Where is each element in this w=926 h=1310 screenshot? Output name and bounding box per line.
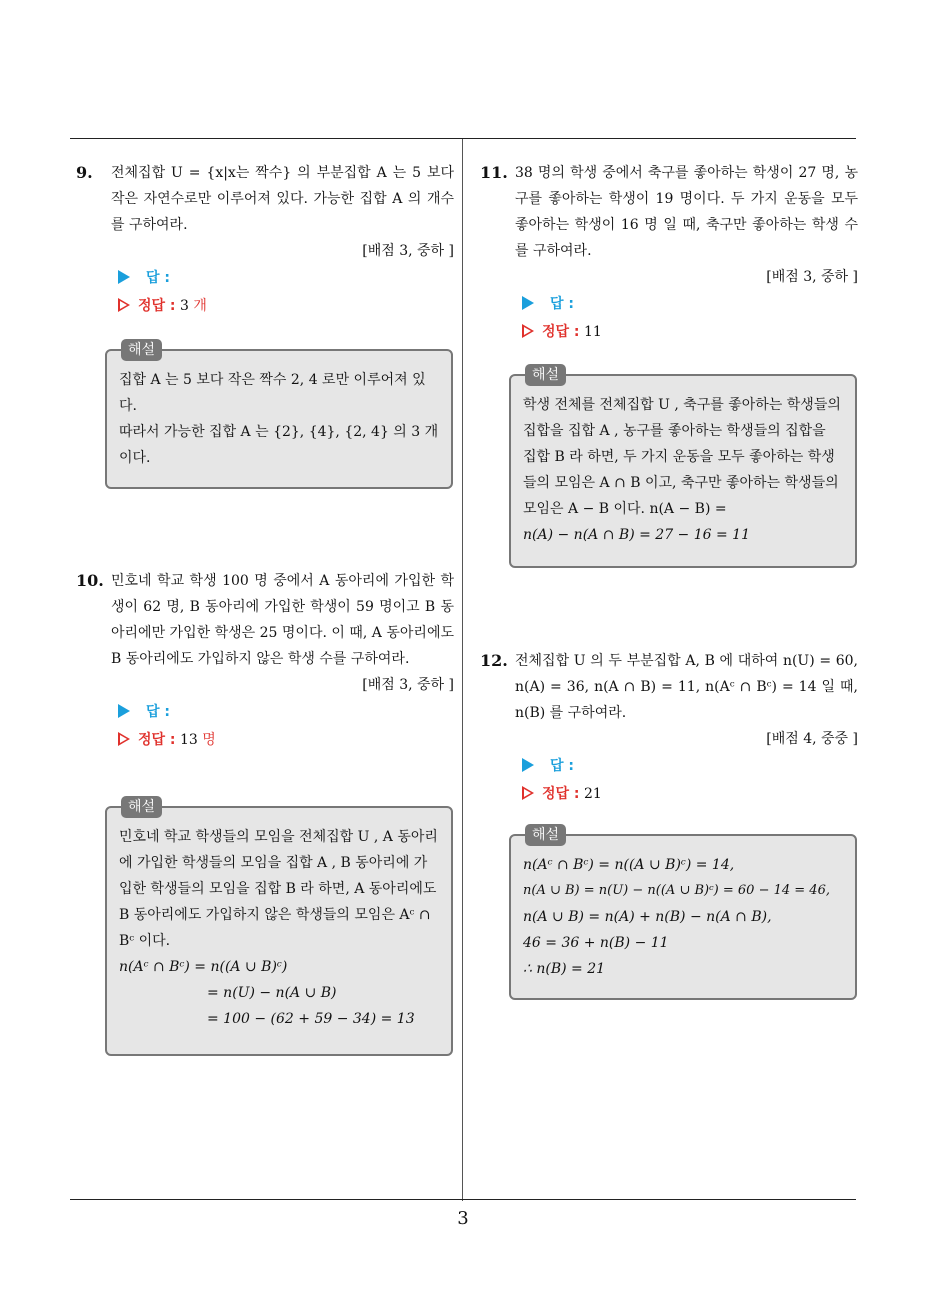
problem-9 (76, 160, 454, 320)
footer-rule (70, 1199, 856, 1200)
play-icon (522, 758, 534, 772)
solution-line: n(Aᶜ ∩ Bᶜ) = n((A ∪ B)ᶜ) = 14, (523, 857, 735, 873)
solution-tag: 해설 (121, 796, 162, 818)
problem-12 (480, 648, 858, 808)
page-number: 3 (457, 1208, 469, 1229)
solution-line: 따라서 가능한 집합 A 는 {2}, {4}, {2, 4} 의 3 개이다. (119, 424, 439, 466)
play-icon (118, 270, 130, 284)
correct-unit: 개 (193, 298, 207, 314)
problem-text: 38 명의 학생 중에서 축구를 좋아하는 학생이 27 명, 농구를 좋아하는 학생이 19 명이다. 두 가지 운동을 모두 좋아하는 학생이 16 명 일 때, 축구만 좋아하는 학생 수를 구하여라. (515, 165, 858, 259)
correct-value: 21 (583, 786, 602, 802)
correct-answer (522, 780, 858, 808)
solution-line: 집합 A 는 5 보다 작은 짝수 2, 4 로만 이루어져 있다. (119, 372, 426, 414)
correct-label: 정답 : (138, 298, 176, 314)
outline-triangle-icon (118, 732, 130, 746)
correct-value: 11 (583, 324, 602, 340)
problem-10 (76, 568, 454, 754)
problem-number: 12. (480, 651, 508, 670)
problem-text: 민호네 학교 학생 100 명 중에서 A 동아리에 가입한 학생이 62 명, B 동아리에 가입한 학생이 59 명이고 B 동아리에만 가입한 학생은 25 명이다. 이 때, A 동아리에도 B 동아리에도 가입하지 않은 학생 수를 구하여라. (111, 573, 454, 667)
play-icon (522, 296, 534, 310)
correct-value: 13 (179, 732, 198, 748)
problem-number: 11. (480, 163, 508, 182)
solution-box-11 (509, 367, 857, 568)
answer-label: 답 : (550, 758, 574, 774)
outline-triangle-icon (522, 786, 534, 800)
correct-answer (118, 726, 454, 754)
answer-label: 답 : (550, 296, 574, 312)
answer-line (118, 264, 454, 292)
problem-text: 전체집합 U 의 두 부분집합 A, B 에 대하여 n(U) = 60, n(A) = 36, n(A ∩ B) = 11, n(Aᶜ ∩ Bᶜ) = 14 일 때, n(B) 를 구하여라. (515, 653, 858, 721)
outline-triangle-icon (118, 298, 130, 312)
answer-label: 답 : (146, 704, 170, 720)
solution-line: 학생 전체를 전체집합 U , 축구를 좋아하는 학생들의 집합을 집합 A , 농구를 좋아하는 학생들의 집합을 집합 B 라 하면, 두 가지 운동을 모두 좋아하는 학생들의 모임은 A ∩ B 이고, 축구만 좋아하는 학생들의 모임은 A − B 이다. n(A − B) = (523, 397, 841, 517)
correct-unit: 명 (202, 732, 216, 748)
problem-text: 전체집합 U = {x|x는 짝수} 의 부분집합 A 는 5 보다 작은 자연수로만 이루어져 있다. 가능한 집합 A 의 개수를 구하여라. (111, 165, 454, 233)
answer-label: 답 : (146, 270, 170, 286)
solution-box-10 (105, 799, 453, 1056)
solution-line: 46 = 36 + n(B) − 11 (523, 935, 669, 951)
problem-11 (480, 160, 858, 346)
problem-meta: [배점 3, 중하 ] (362, 243, 454, 259)
header-rule (70, 138, 856, 139)
solution-tag: 해설 (121, 339, 162, 361)
column-divider (462, 139, 463, 1201)
solution-line: = n(U) − n(A ∪ B) (207, 985, 337, 1001)
answer-line (522, 752, 858, 780)
correct-answer (118, 292, 454, 320)
solution-line: = 100 − (62 + 59 − 34) = 13 (207, 1011, 415, 1027)
correct-label: 정답 : (542, 786, 580, 802)
solution-tag: 해설 (525, 824, 566, 846)
play-icon (118, 704, 130, 718)
correct-label: 정답 : (542, 324, 580, 340)
correct-answer (522, 318, 858, 346)
correct-label: 정답 : (138, 732, 176, 748)
solution-box-12 (509, 827, 857, 1000)
correct-value: 3 (179, 298, 189, 314)
outline-triangle-icon (522, 324, 534, 338)
solution-line: 민호네 학교 학생들의 모임을 전체집합 U , A 동아리에 가입한 학생들의 모임을 집합 A , B 동아리에 가입한 학생들의 모임을 집합 B 라 하면, A 동아리에도 B 동아리에도 가입하지 않은 학생들의 모임은 Aᶜ ∩ Bᶜ 이다. (119, 829, 438, 949)
solution-box-9 (105, 342, 453, 489)
problem-number: 9. (76, 163, 93, 182)
problem-meta: [배점 4, 중중 ] (766, 731, 858, 747)
answer-line (522, 290, 858, 318)
problem-number: 10. (76, 571, 104, 590)
solution-line: n(Aᶜ ∩ Bᶜ) = n((A ∪ B)ᶜ) (119, 959, 288, 975)
solution-line: n(A ∪ B) = n(U) − n((A ∪ B)ᶜ) = 60 − 14 = 46, (523, 883, 830, 898)
solution-tag: 해설 (525, 364, 566, 386)
problem-meta: [배점 3, 중하 ] (766, 269, 858, 285)
solution-line: n(A) − n(A ∩ B) = 27 − 16 = 11 (523, 527, 750, 543)
answer-line (118, 698, 454, 726)
problem-meta: [배점 3, 중하 ] (362, 677, 454, 693)
solution-line: n(A ∪ B) = n(A) + n(B) − n(A ∩ B), (523, 909, 772, 925)
solution-line: ∴ n(B) = 21 (523, 961, 606, 977)
